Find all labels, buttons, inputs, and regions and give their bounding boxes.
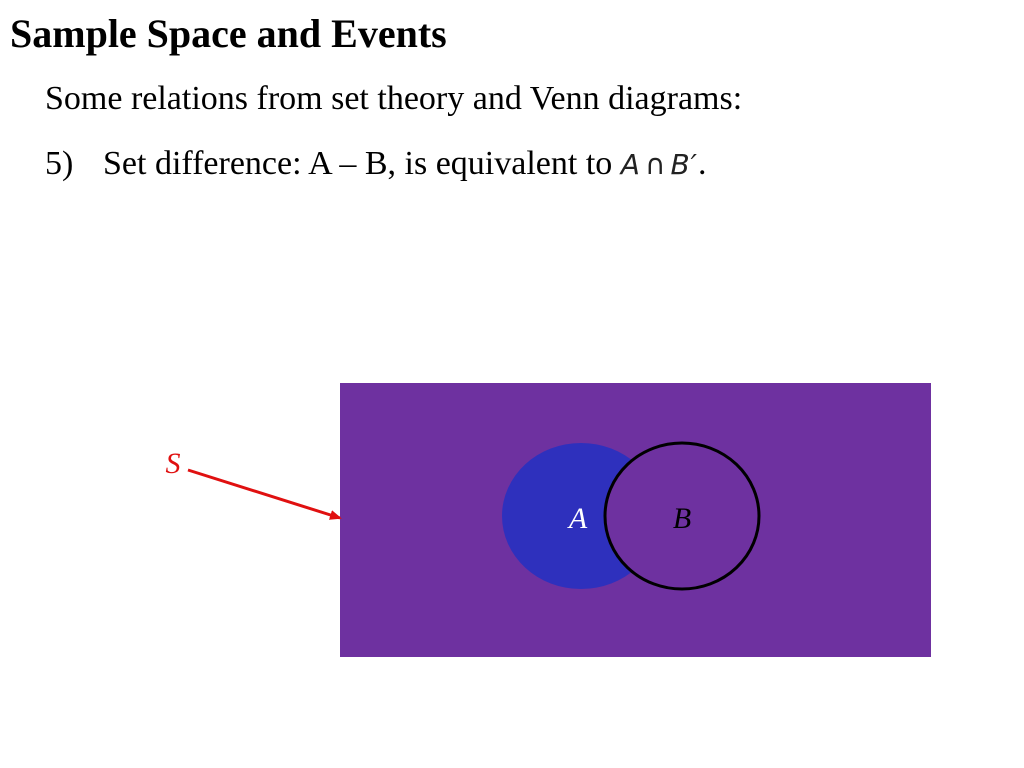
- sample-space-arrow: [188, 470, 340, 518]
- slide-title: Sample Space and Events: [10, 11, 447, 56]
- intersection-symbol: ∩: [644, 148, 667, 181]
- math-set-a: A: [620, 148, 641, 181]
- list-item-number: 5): [45, 145, 74, 182]
- intro-text: Some relations from set theory and Venn diagrams:: [45, 80, 743, 117]
- set-a-label: A: [568, 502, 588, 535]
- list-item-text: Set difference: A – B, is equivalent to: [103, 145, 621, 182]
- sample-space-label: S: [165, 447, 181, 480]
- set-b-label: B: [672, 502, 692, 535]
- list-item-period: .: [698, 145, 707, 182]
- math-set-b-complement: B′: [670, 148, 699, 181]
